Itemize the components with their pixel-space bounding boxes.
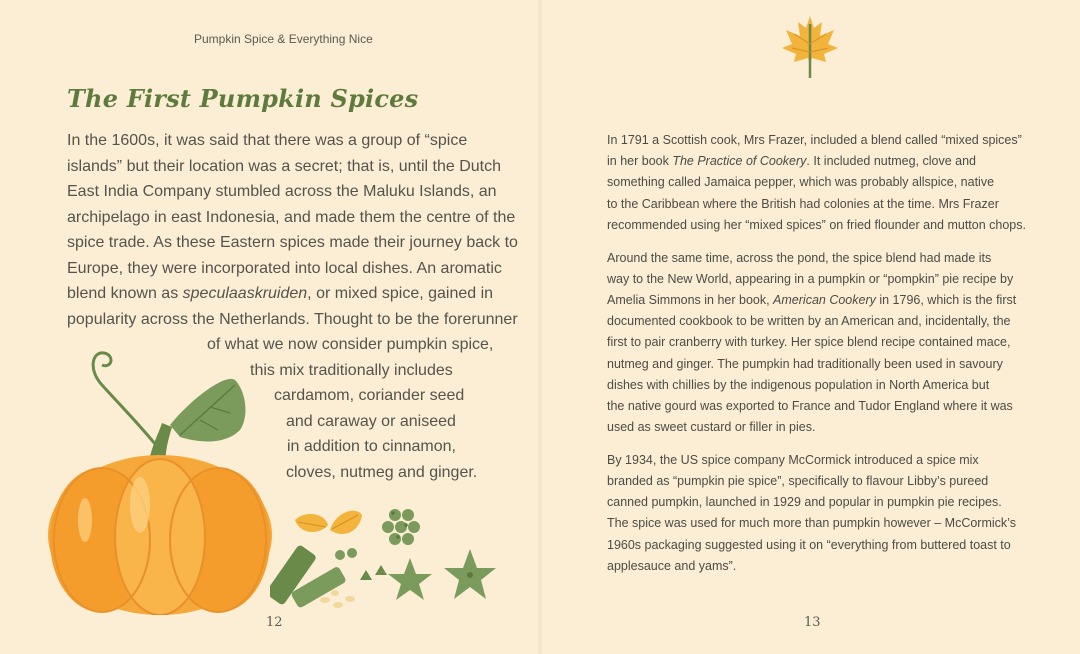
body-line: cloves, nutmeg and ginger. <box>286 463 478 481</box>
paragraph-line: documented cookbook to be written by an American and, incidentally, the <box>607 314 1011 329</box>
paragraph <box>607 248 1027 439</box>
right-body-text <box>607 130 1027 589</box>
paragraph-line: 1960s packaging suggested using it on “everything from buttered toast to <box>607 537 1011 552</box>
body-line: popularity across the Netherlands. Thought to be the forerunner <box>67 310 518 328</box>
paragraph-line: applesauce and yams”. <box>607 558 737 573</box>
body-line: cardamom, coriander seed <box>274 387 465 404</box>
page-number-right: 13 <box>804 615 821 630</box>
paragraph-line: the native gourd was exported to France and Tudor England where it was <box>607 398 1013 413</box>
paragraph-line: used as sweet custard or filler in pies. <box>607 420 816 435</box>
paragraph-line <box>607 290 1027 311</box>
paragraph <box>607 130 1027 236</box>
body-line: islands” but their location was a secret; that is, until the Dutch <box>67 157 501 175</box>
running-head: Pumpkin Spice & Everything Nice <box>194 32 373 46</box>
text-segment: , or mixed spice, gained in <box>307 285 494 302</box>
spices-illustration <box>270 505 510 615</box>
paragraph-line: way to the New World, appearing in a pumpkin or “pompkin” pie recipe by <box>607 271 1014 286</box>
chapter-title: The First Pumpkin Spices <box>67 84 419 113</box>
text-segment: in her book <box>607 154 673 169</box>
paragraph-line: dishes with chillies by the indigenous population in North America but <box>607 377 990 392</box>
paragraph-line: By 1934, the US spice company McCormick introduced a spice mix <box>607 452 979 467</box>
body-line: and caraway or aniseed <box>286 412 456 430</box>
paragraph-line: Around the same time, across the pond, the spice blend had made its <box>607 250 992 265</box>
italic-title: American Cookery <box>773 292 876 307</box>
paragraph-line: canned pumpkin, launched in 1929 and popular in pumpkin pie recipes. <box>607 495 1002 510</box>
paragraph-line: nutmeg and ginger. The pumpkin had traditionally been used in savoury <box>607 356 1003 371</box>
paragraph <box>607 450 1027 577</box>
body-line: archipelago in east Indonesia, and made them the centre of the <box>67 208 516 226</box>
right-page <box>540 0 1080 654</box>
text-segment: blend known as <box>67 285 183 302</box>
body-line: East India Company stumbled across the Maluku Islands, an <box>67 183 497 200</box>
text-segment: . It included nutmeg, clove and <box>806 154 976 169</box>
pumpkin-illustration <box>40 345 280 615</box>
italic-title: speculaaskruiden <box>182 285 308 302</box>
body-line: spice trade. As these Eastern spices made their journey back to <box>67 234 518 251</box>
paragraph-line: something called Jamaica pepper, which was probably allspice, native <box>607 175 995 190</box>
body-line: in addition to cinnamon, <box>287 438 456 455</box>
italic-title: The Practice of Cookery <box>672 154 807 169</box>
body-line <box>67 281 494 307</box>
text-segment: in 1796, which is the first <box>875 292 1017 307</box>
paragraph-line: branded as “pumpkin pie spice”, specifically to flavour Libby’s pureed <box>607 474 989 489</box>
page-number-left: 12 <box>266 615 283 630</box>
paragraph-line: recommended using her “mixed spices” on fried flounder and mutton chops. <box>607 217 1026 232</box>
body-line: of what we now consider pumpkin spice, <box>207 336 494 353</box>
paragraph-line: The spice was used for much more than pumpkin however – McCormick’s <box>607 516 1016 531</box>
maple-leaf-icon <box>780 14 840 80</box>
paragraph-line: to the Caribbean where the British had colonies at the time. Mrs Frazer <box>607 196 999 211</box>
text-segment: Amelia Simmons in her book, <box>607 292 774 307</box>
paragraph-line: first to pair cranberry with turkey. Her spice blend recipe contained mace, <box>607 335 1011 350</box>
body-line: this mix traditionally includes <box>250 361 453 379</box>
paragraph-line <box>607 151 1027 172</box>
body-line: In the 1600s, it was said that there was a group of “spice <box>67 132 468 149</box>
body-line: Europe, they were incorporated into local dishes. An aromatic <box>67 259 502 277</box>
paragraph-line: In 1791 a Scottish cook, Mrs Frazer, included a blend called “mixed spices” <box>607 133 1022 147</box>
